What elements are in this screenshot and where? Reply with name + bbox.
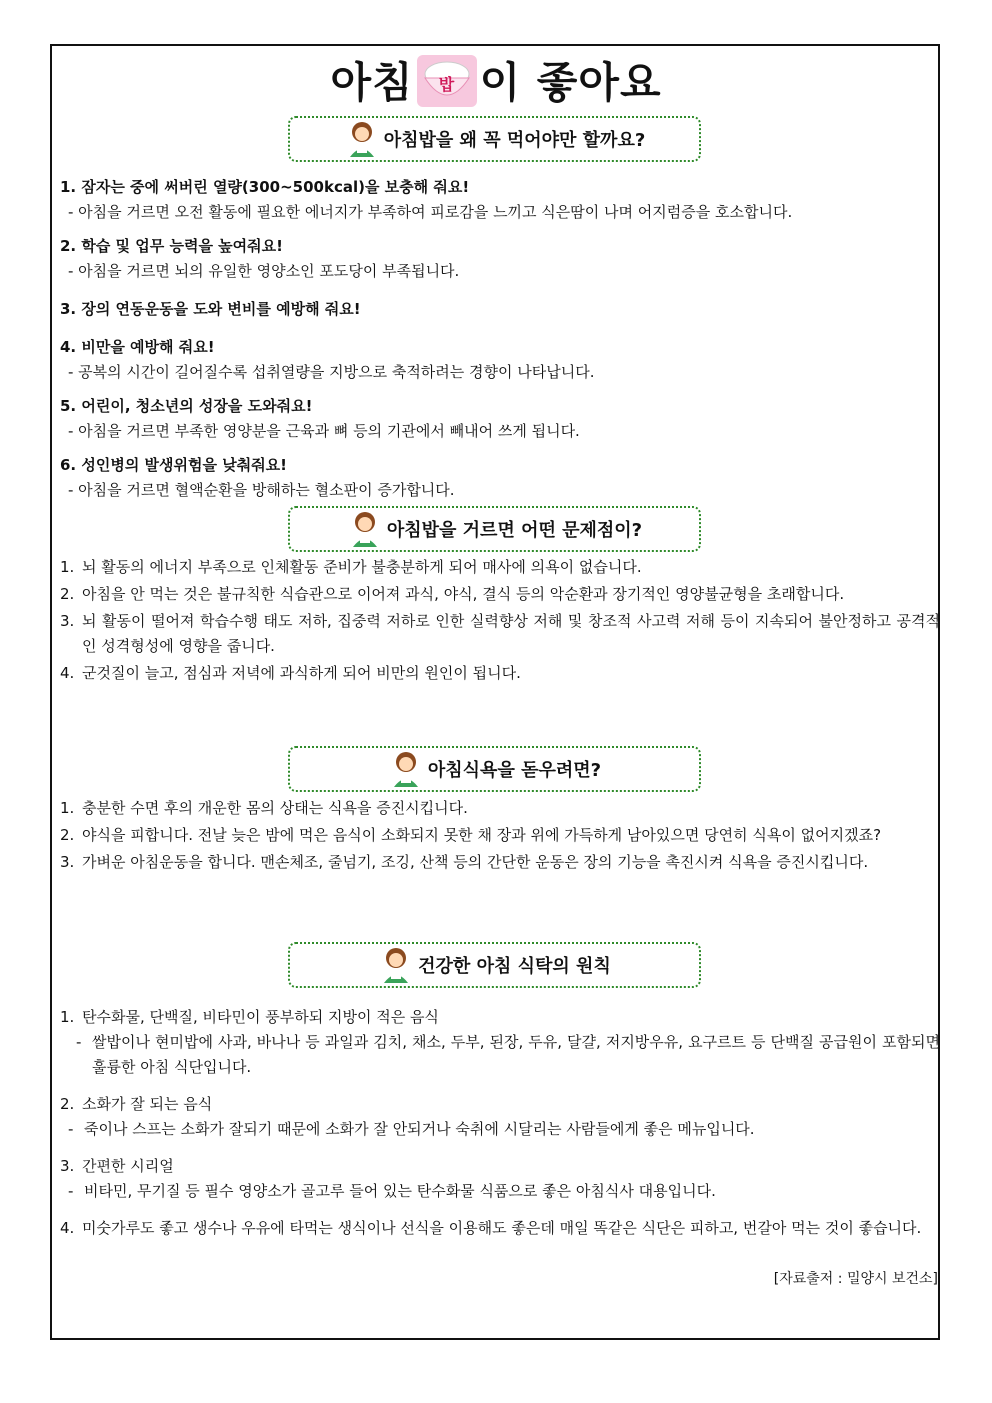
girl-eating-icon xyxy=(344,119,380,159)
source-citation: [자료출저 : 밀양시 보건소] xyxy=(773,1271,938,1287)
svg-text:밥: 밥 xyxy=(438,74,455,94)
girl-eating-icon xyxy=(388,749,424,789)
section-header-principles: 건강한 아침 식탁의 원칙 xyxy=(288,942,701,988)
section-problems: 1. 뇌 활동의 에너지 부족으로 인체활동 준비가 불충분하게 되어 매사에 의욕이 없습니다. 2. 아침을 안 먹는 것은 불규칙한 식습관으로 이어져 과식, 야식, 결식 등의 악순환과 장기적인 영양불균형을 초래합니다. 3. 뇌 활동이 떨어져 학습수행 태도 저하, 집중력 저하로 인한 실력향상 저해 및 창조적 사고력 저해 등이 지속되어 불안정하고 공격적인 성격형성에 영향을 줍니다. 4. 군것질이 늘고, 점심과 저녁에 과식하게 되어 비만의 원인이 됩니다. xyxy=(60,558,940,682)
page-title: 아침 밥 이 좋아요 xyxy=(0,50,992,118)
section-appetite: 1. 충분한 수면 후의 개운한 몸의 상태는 식욕을 증진시킵니다. 2. 야식을 피합니다. 전날 늦은 밤에 먹은 음식이 소화되지 못한 채 장과 위에 가득하게 남아있으면 당연히 식욕이 없어지겠죠? 3. 가벼운 아침운동을 합니다. 맨손체조, 줄넘기, 조깅, 산책 등의 간단한 운동은 장의 기능을 촉진시켜 식욕을 증진시킵니다. xyxy=(60,799,882,871)
section-header-problems: 아침밥을 거르면 어떤 문제점이? xyxy=(288,506,701,552)
girl-eating-icon xyxy=(378,945,414,985)
section-principles: 1. 탄수화물, 단백질, 비타민이 풍부하되 지방이 적은 음식 - 쌀밥이나 현미밥에 사과, 바나나 등 과일과 김치, 채소, 두부, 된장, 두유, 달걀, 저지방우유, 요구르트 등 단백질 공급원이 포함되면 훌륭한 아침 식단입니다. 2. 소화가 잘 되는 음식 - 죽이나 스프는 소화가 잘되기 때문에 소화가 잘 안되거나 숙취에 시달리는 사람들에게 좋은 메뉴입니다. 3. 간편한 시리얼 - 비타민, 무기질 등 필수 영양소가 골고루 들어 있는 탄수화물 식품으로 좋은 아침식사 대용입니다. 4. 미숫가루도 좋고 생수나 우유에 타먹는 생식이나 선식을 이용해도 좋은데 매일 똑같은 식단은 피하고, 번갈아 먹는 것이 좋습니다. xyxy=(60,1008,940,1237)
rice-bowl-icon xyxy=(416,54,478,118)
section-header-appetite: 아침식욕을 돋우려면? xyxy=(288,746,701,792)
section-why: 1. 잠자는 중에 써버린 열량(300~500kcal)을 보충해 줘요! - 아침을 거르면 오전 활동에 필요한 에너지가 부족하여 피로감을 느끼고 식은땀이 나며 어지럼증을 호소합니다. 2. 학습 및 업무 능력을 높여줘요! - 아침을 거르면 뇌의 유일한 영양소인 포도당이 부족됩니다. 3. 장의 연동운동을 도와 변비를 예방해 줘요! 4. 비만을 예방해 줘요! - 공복의 시간이 길어질수록 섭취열량을 지방으로 축적하려는 경향이 나타납니다. 5. 어린이, 청소년의 성장을 도와줘요! - 아침을 거르면 부족한 영양분을 근육과 뼈 등의 기관에서 빼내어 쓰게 됩니다. 6. 성인병의 발생위험을 낮춰줘요! - 아침을 거르면 혈액순환을 방해하는 혈소판이 증가합니다. xyxy=(60,178,793,499)
girl-eating-icon xyxy=(347,509,383,549)
section-header-why: 아침밥을 왜 꼭 먹어야만 할까요? xyxy=(288,116,701,162)
